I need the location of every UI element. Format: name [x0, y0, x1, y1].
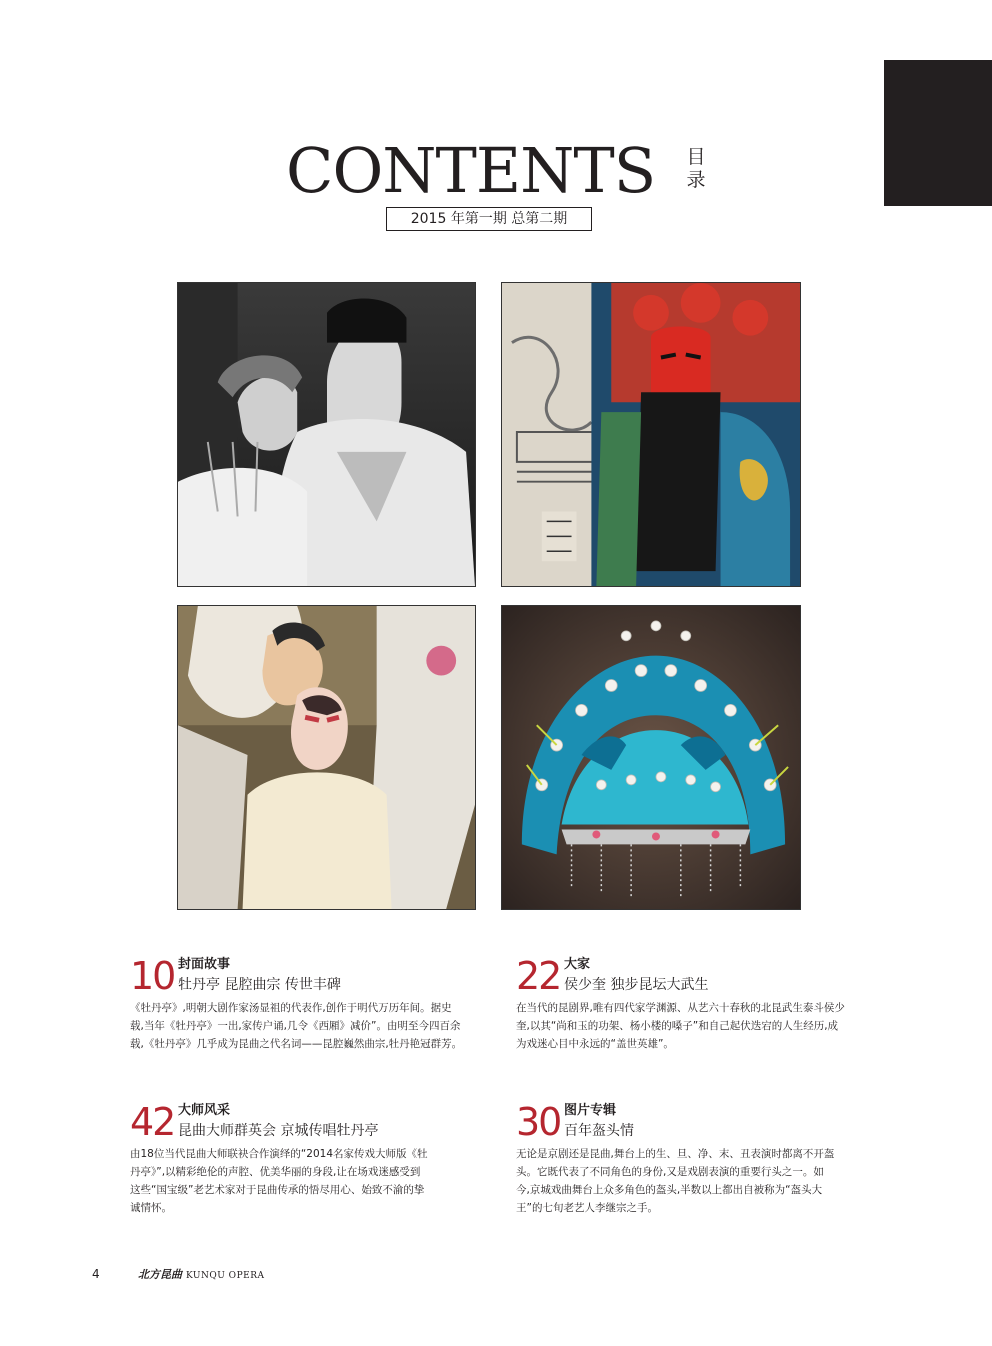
- photo-backstage-makeup[interactable]: [177, 605, 476, 910]
- toc-page-number: 22: [516, 954, 561, 998]
- toc-page-number: 10: [130, 954, 175, 998]
- toc-section-label: 大家: [564, 957, 591, 972]
- toc-summary: 《牡丹亭》,明朝大剧作家汤显祖的代表作,创作于明代万历年间。据史载,当年《牡丹亭》一出,家传户诵,几令《西厢》减价”。由明至今四百余载,《牡丹亭》几乎成为昆曲之代名词——昆腔巍然曲宗,牡丹艳冠群芳。: [130, 1002, 463, 1050]
- toc-section-label: 大师风采: [178, 1103, 231, 1118]
- photo-1-graphic: [178, 283, 475, 586]
- toc-headline: 昆曲大师群英会 京城传唱牡丹亭: [178, 1123, 379, 1139]
- title-chinese-char-1: 目: [686, 146, 706, 168]
- toc-headline: 牡丹亭 昆腔曲宗 传世丰碑: [178, 977, 341, 993]
- photo-3-graphic: [178, 606, 475, 909]
- title-chinese: [684, 146, 708, 192]
- photo-red-face-general[interactable]: [501, 282, 801, 587]
- photo-peony-pavilion-couple[interactable]: [177, 282, 476, 587]
- photo-4-graphic: [502, 606, 800, 909]
- contents-title: [286, 136, 716, 206]
- issue-label: 2015 年第一期 总第二期: [386, 207, 592, 231]
- toc-headline: 侯少奎 独步昆坛大武生: [564, 977, 709, 993]
- toc-page-number: 42: [130, 1100, 175, 1144]
- toc-section-label: 图片专辑: [564, 1103, 617, 1118]
- photo-phoenix-crown[interactable]: [501, 605, 801, 910]
- toc-headline: 百年盔头情: [564, 1123, 634, 1139]
- corner-black-block: [884, 60, 992, 206]
- photo-2-graphic: [502, 283, 800, 586]
- title-chinese-char-2: 录: [686, 169, 706, 191]
- toc-page-number: 30: [516, 1100, 561, 1144]
- toc-summary: 由18位当代昆曲大师联袂合作演绎的“2014名家传戏大师版《牡丹亭》”,以精彩绝伦的声腔、优美华丽的身段,让在场戏迷感受到这些“国宝级”老艺术家对于昆曲传承的悟尽用心、始致不渝的挚诚情怀。: [130, 1148, 428, 1214]
- footer-brand-english: KUNQU OPERA: [186, 1271, 265, 1281]
- footer-brand-chinese: 北方昆曲: [138, 1268, 182, 1281]
- title-english: CONTENTS: [286, 134, 656, 207]
- toc-section-label: 封面故事: [178, 957, 231, 972]
- toc-summary: 无论是京剧还是昆曲,舞台上的生、旦、净、末、丑表演时都离不开盔头。它既代表了不同角色的身份,又是戏剧表演的重要行头之一。如今,京城戏曲舞台上众多角色的盔头,半数以上都出自被称为“盔头大王”的七旬老艺人李继宗之手。: [516, 1148, 835, 1214]
- footer-page-number: 4: [92, 1267, 100, 1281]
- page-footer: [92, 1266, 264, 1282]
- toc-summary: 在当代的昆剧界,唯有四代家学渊源、从艺六十春秋的北昆武生泰斗侯少奎,以其“尚和玉的功架、杨小楼的嗓子”和自己起伏迭宕的人生经历,成为戏迷心目中永远的“盖世英雄”。: [516, 1002, 845, 1050]
